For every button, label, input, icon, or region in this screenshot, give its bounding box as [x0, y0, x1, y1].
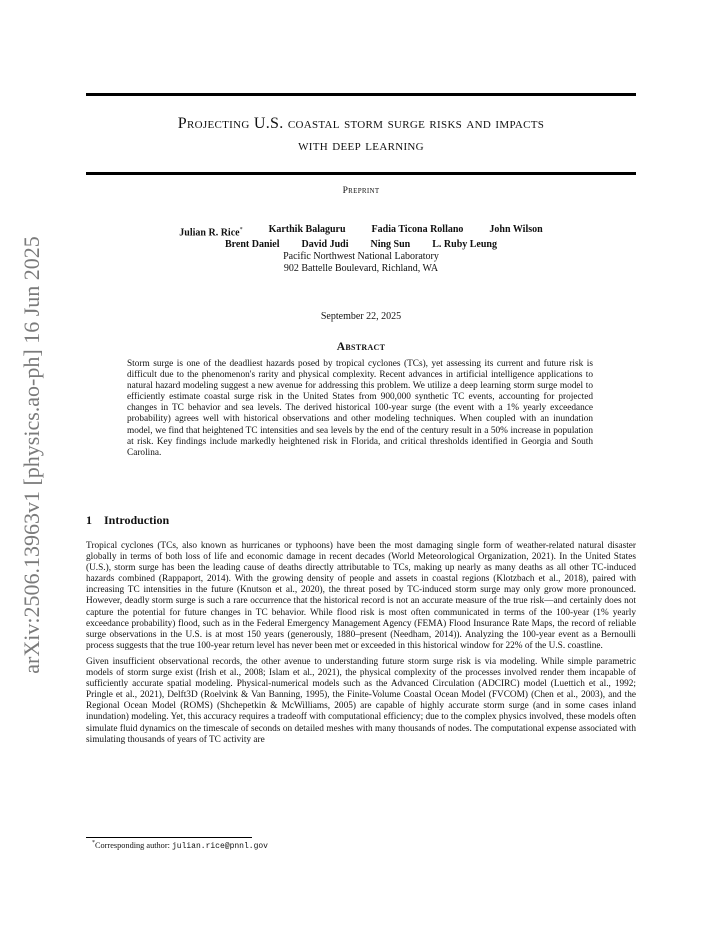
- title-top-rule: [86, 93, 636, 96]
- affiliation-address: 902 Battelle Boulevard, Richland, WA: [283, 263, 439, 275]
- author-name: David Judi: [301, 239, 349, 251]
- section-heading: [86, 513, 169, 528]
- author-name: Ning Sun: [370, 239, 411, 251]
- author-row-1: [86, 224, 636, 239]
- section-title: Introduction: [104, 513, 170, 527]
- author-name: Brent Daniel: [224, 239, 280, 251]
- corresponding-email-link[interactable]: julian.rice@pnnl.gov: [171, 841, 268, 851]
- body-paragraph: Given insufficient observational records, the other avenue to understanding future storm surge risk is via modeling. While simple parametric models of storm surge exist (Irish et al., 2008; Islam et al., 2021), the physical complexity of the processes involved render them incapable of sufficiently accurate spatial modeling. Physical-numerical models such as the Advanced Circulation (ADCIRC) model (Luettich et al., 1992; Pringle et al., 2021), Delft3D (Roelvink & Van Banning, 1995), the Finite-Volume Coastal Ocean Model (FVCOM) (Chen et al., 2003), and the Regional Ocean Model (ROMS) (Shchepetkin & McWilliams, 2005) are capable of highly accurate storm surge (and in some cases inland inundation) modeling. Yet, this accuracy requires a tradeoff with computational efficiency; due to the complex physics involved, these models often simulate fluid dynamics on the timescale of seconds on detailed meshes with many thousands of nodes. The computational expense associated with simulating thousands of years of TC activity are: [86, 656, 636, 745]
- footnote-rule: [86, 837, 252, 838]
- section-number: 1: [86, 513, 92, 527]
- author-name: Karthik Balaguru: [268, 224, 346, 235]
- abstract-heading: Abstract: [336, 341, 386, 353]
- corresponding-marker: *: [239, 227, 243, 233]
- paper-title: [86, 113, 636, 157]
- body-paragraph: Tropical cyclones (TCs, also known as hurricanes or typhoons) have been the most damaging single form of weather-related natural disaster globally in terms of both loss of life and economic damage in recent decades (World Meteorological Organization, 2021). In the United States (U.S.), storm surge has been the leading cause of deaths directly attributable to TCs, making up nearly as many deaths as all other TC-induced hazards combined (Rappaport, 2014). With the growing density of people and assets in coastal regions (Klotzbach et al., 2018), paired with increasing TC intensities in the future (Knutson et al., 2020), the threat posed by TC-induced storm surge may only grow more pronounced. However, deadly storm surge is such a rare occurrence that the historical record is not an accurate measure of the true risk—and certainly does not capture the potential for future changes in TC behavior. While flood risk is most often communicated in terms of the 100-year (1% yearly exceedance probability) flood, such as in the Federal Emergency Management Agency (FEMA) Flood Insurance Rate Maps, the record of reliable surge observations in the U.S. is at most 150 years (generously, 1880–present (Needham, 2014)). Analyzing the 100-year event as a Bernoulli process suggests that the true 100-year return level has never been met or exceeded in this historical window for 22% of the U.S. coastline.: [86, 541, 636, 651]
- author-name: Julian R. Rice*: [179, 227, 243, 239]
- author-name: Fadia Ticona Rollano: [371, 224, 464, 235]
- footnote-label: Corresponding author:: [95, 840, 172, 850]
- title-line-2: with deep learning: [298, 137, 424, 154]
- section-body: [86, 541, 636, 751]
- abstract-text: Storm surge is one of the deadliest hazards posed by tropical cyclones (TCs), yet assessing its current and future risk is difficult due to the phenomenon's rarity and physical complexity. Recent advances in artificial intelligence applications to natural hazard modeling suggest a new avenue for addressing this problem. We utilize a deep learning storm surge model to efficiently estimate coastal surge risk in the United States from 900,000 synthetic TC events, accounting for projected changes in TC behavior and sea levels. The derived historical 100-year surge (the event with a 1% yearly exceedance probability) agrees well with historical observations and other modeling techniques. When coupled with an inundation model, we find that heightened TC intensities and sea levels by the end of the century result in a 50% increase in population at risk. Key findings include markedly heightened risk in Florida, and critical thresholds identified in Georgia and South Carolina.: [127, 359, 593, 458]
- footnote-marker: *: [92, 840, 95, 846]
- arxiv-identifier: arXiv:2506.13963v1 [physics.ao-ph] 16 Jun 2025: [19, 236, 44, 674]
- title-bottom-rule: [86, 172, 636, 175]
- author-name: John Wilson: [489, 224, 543, 235]
- author-block: [86, 224, 636, 275]
- author-row-2: [86, 239, 636, 251]
- paper-date: September 22, 2025: [320, 311, 402, 322]
- author-name: L. Ruby Leung: [432, 239, 497, 251]
- title-line-1: Projecting U.S. coastal storm surge risks and impacts: [177, 115, 545, 132]
- footnote: [92, 840, 268, 851]
- preprint-label: Preprint: [342, 186, 380, 196]
- affiliation: Pacific Northwest National Laboratory: [283, 251, 439, 263]
